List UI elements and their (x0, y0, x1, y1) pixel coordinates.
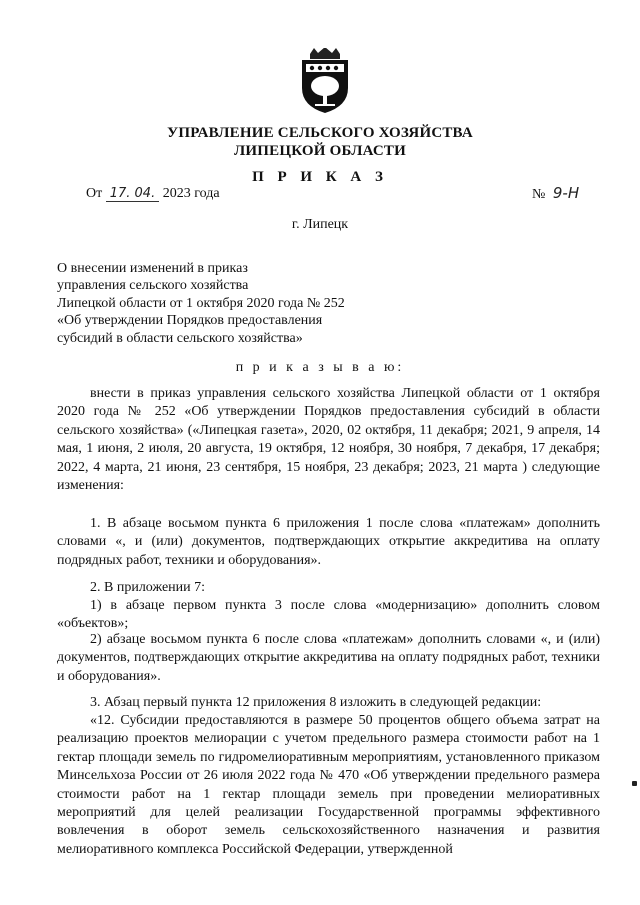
subject-line: «Об утверждении Порядков предоставления (57, 313, 323, 329)
date-suffix: 2023 года (162, 186, 220, 201)
scan-mark (632, 781, 637, 786)
subject-line: субсидий в области сельского хозяйства» (57, 330, 303, 346)
subject-line: О внесении изменений в приказ (57, 261, 248, 276)
date-prefix: От (86, 186, 103, 201)
item-3-new-text: «12. Субсидии предоставляются в размере 50 процентов общего объема затрат на реализацию проектов мелиорации с учетом предельного размера стоимости работ на 1 гектар площади земель по гидромелиоративным мероприятиям, установленного приказом Минсельхоза России от 26 июля 2022 года № 470 «Об утверждении предельного размера стоимости работ на 1 гектар площади земель при проведении мелиоративных мероприятий для целей реализации Государственной программы эффективного вовлечения в оборот земель сельскохозяйственного назначения и развития мелиоративного комплекса Российской Федерации, утвержденной (57, 713, 600, 857)
item-2-heading: 2. В приложении 7: (90, 580, 206, 595)
coat-of-arms-emblem (298, 48, 352, 114)
document-city: г. Липецк (291, 217, 349, 232)
order-subject (57, 260, 397, 347)
document-number (532, 184, 583, 203)
subject-line: управления сельского хозяйства (57, 278, 249, 294)
organization-name-line1: УПРАВЛЕНИЕ СЕЛЬСКОГО ХОЗЯЙСТВА (167, 125, 473, 141)
handwritten-date: 17. 04. (106, 186, 159, 202)
item-3-heading: 3. Абзац первый пункта 12 приложения 8 изложить в следующей редакции: (90, 695, 542, 710)
item-2-subitem-2: 2) абзаце восьмом пункта 6 после слова «платежам» дополнить словами «, и (или) документов, подтверждающих открытие аккредитива на оплату подрядных работ, техники и оборудования». (57, 632, 600, 684)
organization-name-line2: ЛИПЕЦКОЙ ОБЛАСТИ (234, 143, 406, 159)
document-type-title: П Р И К А З (252, 169, 388, 185)
handwritten-number: 9-Н (552, 184, 580, 202)
number-prefix: № (532, 187, 546, 202)
intro-paragraph: внести в приказ управления сельского хозяйства Липецкой области от 1 октября 2020 года № 252 «Об утверждении Порядков предоставления субсидий в области сельского хозяйства» («Липецкая газета», 2020, 02 октября, 11 декабря; 2021, 9 апреля, 14 мая, 1 июня, 2 июля, 20 августа, 19 октября, 12 ноября, 30 ноября, 7 декабря, 17 декабря; 2022, 4 марта, 21 июня, 23 сентября, 15 ноября, 23 декабря; 2023, 21 марта ) следующие изменения: (57, 386, 600, 494)
order-directive-word: п р и к а з ы в а ю: (235, 360, 405, 375)
document-date (86, 186, 220, 202)
subject-line: Липецкой области от 1 октября 2020 года № 252 (57, 295, 345, 311)
item-2-subitem-1: 1) в абзаце первом пункта 3 после слова «модернизацию» дополнить словом «объектов»; (57, 598, 600, 632)
item-1-paragraph: 1. В абзаце восьмом пункта 6 приложения 1 после слова «платежам» дополнить словами «, и (или) документов, подтверждающих открытие аккредитива на оплату подрядных работ, техники и оборудования». (57, 516, 600, 568)
